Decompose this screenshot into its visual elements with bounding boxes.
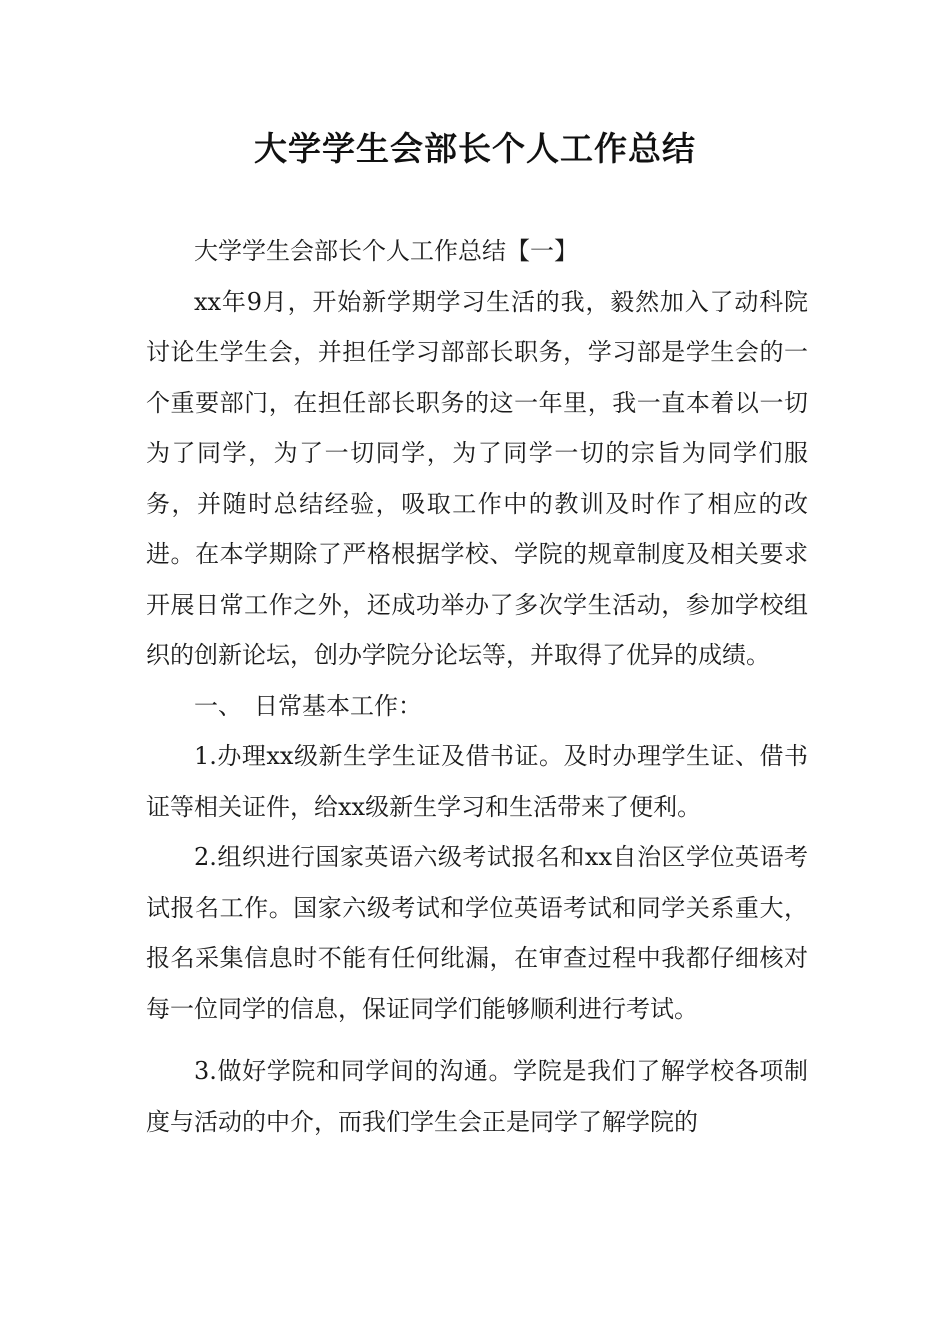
document-body	[146, 226, 808, 1147]
page-title: 大学学生会部长个人工作总结	[254, 129, 696, 168]
list-item: 1.办理xx级新生学生证及借书证。及时办理学生证、借书证等相关证件，给xx级新生学习和生活带来了便利。	[146, 742, 808, 821]
body-paragraph: xx年9月，开始新学期学习生活的我，毅然加入了动科院讨论生学生会，并担任学习部部长职务，学习部是学生会的一个重要部门，在担任部长职务的这一年里，我一直本着以一切为了同学，为了一切同学，为了同学一切的宗旨为同学们服务，并随时总结经验，吸取工作中的教训及时作了相应的改进。在本学期除了严格根据学校、学院的规章制度及相关要求开展日常工作之外，还成功举办了多次学生活动，参加学校组织的创新论坛，创办学院分论坛等，并取得了优异的成绩。	[146, 287, 808, 669]
list-heading: 一、 日常基本工作：	[194, 691, 422, 720]
section-heading: 大学学生会部长个人工作总结【一】	[194, 237, 578, 265]
list-item: 2.组织进行国家英语六级考试报名和xx自治区学位英语考试报名工作。国家六级考试和学位英语考试和同学关系重大，报名采集信息时不能有任何纰漏，在审查过程中我都仔细核对每一位同学的信息，保证同学们能够顺利进行考试。	[146, 843, 808, 1023]
list-item: 3.做好学院和同学间的沟通。学院是我们了解学校各项制度与活动的中介，而我们学生会正是同学了解学院的	[146, 1057, 808, 1136]
